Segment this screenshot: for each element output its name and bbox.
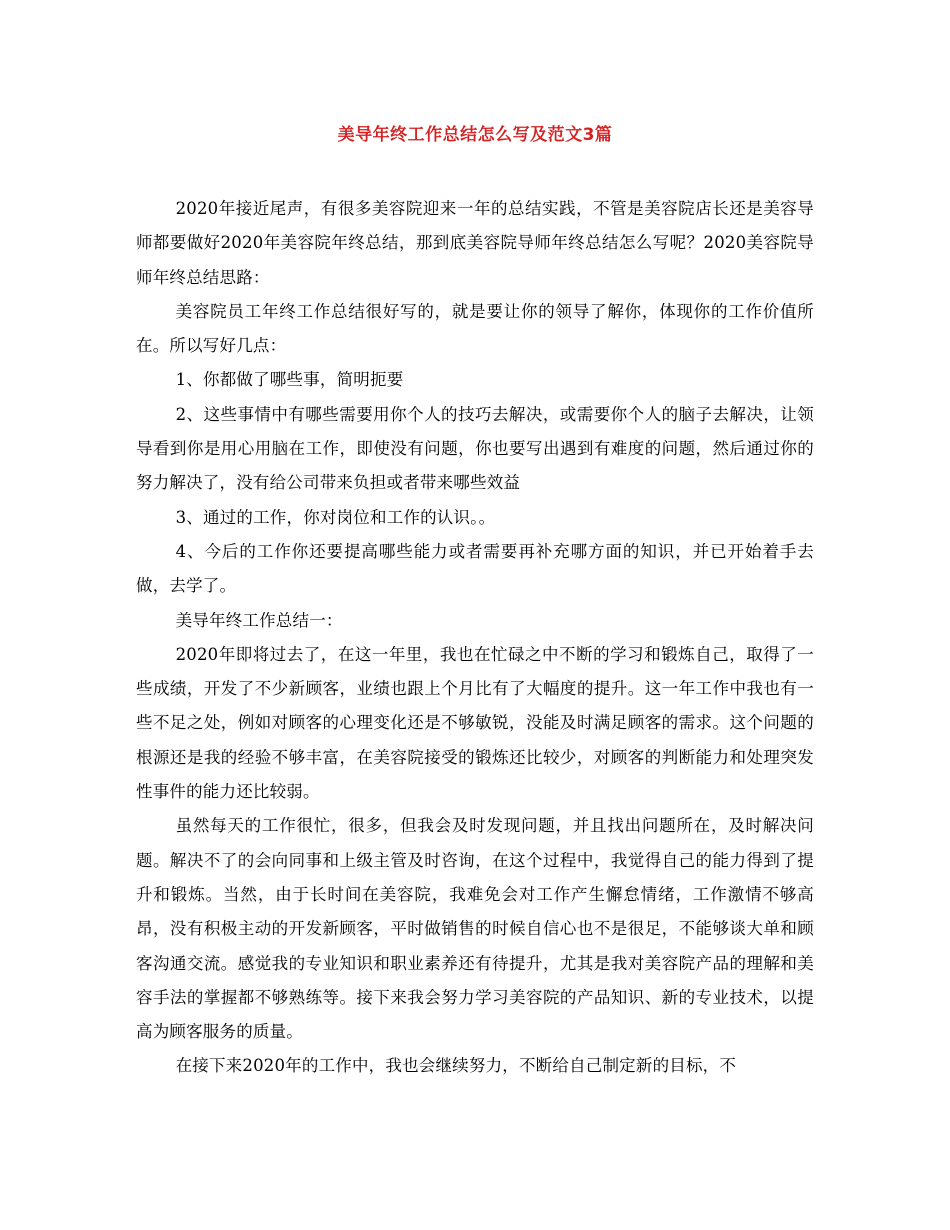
paragraph-point-4: 4、今后的工作你还要提高哪些能力或者需要再补充哪方面的知识，并已开始着手去做，去学了。 <box>136 541 814 596</box>
paragraph-point-3: 3、通过的工作，你对岗位和工作的认识。。 <box>175 507 496 527</box>
paragraph-intro: 2020年接近尾声，有很多美容院迎来一年的总结实践，不管是美容院店长还是美容导师都要做好2020年美容院年终总结，那到底美容院导师年终总结怎么写呢？2020美容院导师年终总结思路： <box>136 199 814 287</box>
document-title: 美导年终工作总结怎么写及范文3篇 <box>337 125 613 145</box>
paragraph-summary-one-body-3: 在接下来2020年的工作中，我也会继续努力，不断给自己制定新的目标，不 <box>175 1056 737 1076</box>
paragraph-summary-tips: 美容院员工年终工作总结很好写的，就是要让你的领导了解你，体现你的工作价值所在。所以写好几点： <box>136 301 814 356</box>
paragraph-point-1: 1、你都做了哪些事，简明扼要 <box>175 370 404 390</box>
document-body <box>136 192 814 1084</box>
paragraph-summary-one-body-2: 虽然每天的工作很忙，很多，但我会及时发现问题，并且找出问题所在，及时解决问题。解决不了的会向同事和上级主管及时咨询，在这个过程中，我觉得自己的能力得到了提升和锻炼。当然，由于长时间在美容院，我难免会对工作产生懈怠情绪，工作激情不够高昂，没有积极主动的开发新顾客，平时做销售的时候自信心也不是很足，不能够谈大单和顾客沟通交流。感觉我的专业知识和职业素养还有待提升，尤其是我对美容院产品的理解和美容手法的掌握都不够熟练等。接下来我会努力学习美容院的产品知识、新的专业技术，以提高为顾客服务的质量。 <box>136 816 814 1042</box>
section-heading-summary-one: 美导年终工作总结一： <box>175 610 343 630</box>
paragraph-point-2: 2、这些事情中有哪些需要用你个人的技巧去解决，或需要你个人的脑子去解决，让领导看到你是用心用脑在工作，即使没有问题，你也要写出遇到有难度的问题，然后通过你的努力解决了，没有给公司带来负担或者带来哪些效益 <box>136 404 814 493</box>
paragraph-summary-one-body-1: 2020年即将过去了，在这一年里，我也在忙碌之中不断的学习和锻炼自己，取得了一些成绩，开发了不少新顾客，业绩也跟上个月比有了大幅度的提升。这一年工作中我也有一些不足之处，例如对顾客的心理变化还是不够敏锐，没能及时满足顾客的需求。这个问题的根源还是我的经验不够丰富，在美容院接受的锻炼还比较少，对顾客的判断能力和处理突发性事件的能力还比较弱。 <box>136 644 814 802</box>
